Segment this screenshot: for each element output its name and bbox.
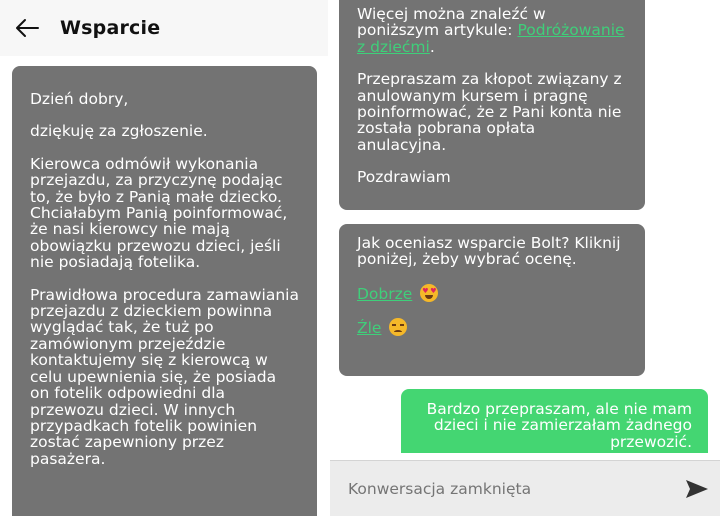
chat-panel-left <box>0 0 328 516</box>
agent-message-bubble <box>339 0 645 210</box>
rating-message-bubble <box>339 224 645 376</box>
back-button[interactable] <box>14 16 44 40</box>
message-sign-off: Pozdrawiam <box>357 168 451 187</box>
disappointed-emoji-icon <box>389 318 407 336</box>
user-message-bubble: Bardzo przepraszam, ale nie mam dzieci i nie zamierzałam żadnego przewozić. <box>401 389 708 453</box>
message-paragraph <box>357 6 627 55</box>
rating-bad-link[interactable]: Źle <box>357 319 382 338</box>
article-link[interactable]: Podróżowanie z dziećmi <box>357 21 625 56</box>
message-greeting: Dzień dobry, <box>30 90 129 108</box>
message-paragraph: Kierowca odmówił wykonania przejazdu, za przyczynę podając to, że było z Panią małe dziecko. Chciałabym Panią poinformować, że nasi kierowcy nie mają obowiązku przewozu dzieci, jeśli nie posiadają fotelika. <box>30 154 288 272</box>
agent-message-bubble <box>12 66 317 516</box>
send-icon <box>685 479 709 499</box>
message-paragraph: Przepraszam za kłopot związany z anulowanym kursem i pragnę poinformować, że z Pani konta nie została pobrana opłata anulacyjna. <box>357 70 622 154</box>
period: . <box>429 37 435 56</box>
heart-eyes-emoji-icon: ♥ ♥ <box>420 284 438 302</box>
app-header <box>0 0 328 56</box>
message-paragraph: Prawidłowa procedura zamawiania przejazdu z dzieckiem powinna wyglądać tak, że tuż po zamówionym przejeździe kontaktujemy się z kierowcą w celu upewnienia się, że posiada on fotelik odpowiedni dla przewozu dzieci. W innych przypadkach fotelik powinien zostać zapewniony przez pasażera. <box>30 285 299 468</box>
arrow-left-icon <box>14 18 40 38</box>
rating-question: Jak oceniasz wsparcie Bolt? Kliknij poniżej, żeby wybrać ocenę. <box>357 234 621 269</box>
send-button[interactable] <box>682 474 712 504</box>
rating-good-option <box>357 284 627 302</box>
rating-bad-option <box>357 318 627 336</box>
message-input[interactable] <box>348 480 682 498</box>
message-thanks: dziękuję za zgłoszenie. <box>30 122 208 141</box>
message-composer <box>330 460 720 516</box>
more-info-text: Więcej można znaleźć w poniższym artykule: <box>357 5 546 40</box>
page-title: Wsparcie <box>60 17 161 39</box>
chat-panel-right <box>330 0 720 516</box>
rating-good-link[interactable]: Dobrze <box>357 284 413 303</box>
